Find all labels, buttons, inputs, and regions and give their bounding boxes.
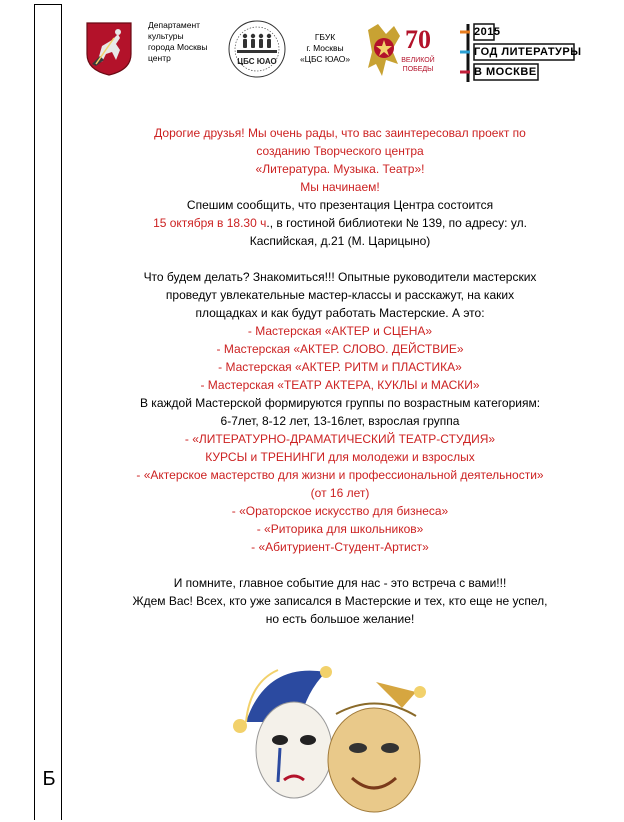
workshop-item: - Мастерская «АКТЕР. СЛОВО. ДЕЙСТВИЕ»	[216, 342, 464, 356]
svg-text:ПОБЕДЫ: ПОБЕДЫ	[402, 66, 434, 73]
courses-heading: КУРСЫ и ТРЕНИНГИ для молодежи и взрослых	[205, 450, 475, 464]
victory-70-logo	[364, 20, 440, 82]
groups-line: В каждой Мастерской формируются группы по возрастным категориям:	[139, 396, 541, 410]
lit-title-line2: В МОСКВЕ	[474, 66, 537, 78]
theatre-masks-illustration	[226, 652, 436, 822]
body-line: площадках и как будут работать Мастерские. А это:	[195, 306, 485, 320]
gbuk-name: ГБУК г. Москвы «ЦБС ЮАО»	[299, 32, 351, 64]
body-line: Что будем делать? Знакомиться!!! Опытные руководители мастерских	[143, 270, 537, 284]
course-item: - «Риторика для школьников»	[256, 522, 424, 536]
closing-line: Ждем Вас! Всех, кто уже записался в Мастерские и тех, кто еще не успел,	[132, 594, 548, 608]
project-title: «Литература. Музыка. Театр»!	[255, 162, 425, 176]
course-item: - «Актерское мастерство для жизни и профессиональной деятельности»	[136, 468, 544, 482]
cbs-library-logo	[222, 14, 292, 84]
closing-line: но есть большое желание!	[265, 612, 415, 626]
presentation-date-line: 15 октября в 18.30 ч., в гостиной библиотеки № 139, по адресу: ул.	[153, 216, 527, 230]
intro-line: Мы начинаем!	[300, 180, 380, 194]
address-line: Каспийская, д.21 (М. Царицыно)	[249, 234, 431, 248]
groups-line: 6-7лет, 8-12 лет, 13-16лет, взрослая группа	[220, 414, 460, 428]
closing-line: И помните, главное событие для нас - это встреча с вами!!!	[173, 576, 507, 590]
intro-line: Спешим сообщить, что презентация Центра состоится	[186, 198, 494, 212]
workshop-item: - Мастерская «АКТЕР. РИТМ и ПЛАСТИКА»	[218, 360, 462, 374]
anniversary-number: 70	[405, 25, 431, 54]
page-side-bar	[34, 4, 62, 820]
lit-year: 2015	[474, 26, 501, 38]
presentation-date: 15 октября в 18.30 ч	[153, 216, 267, 230]
workshop-item: - Мастерская «ТЕАТР АКТЕРА, КУКЛЫ и МАСКИ»	[200, 378, 480, 392]
course-item: - «Абитуриент-Студент-Артист»	[251, 540, 429, 554]
course-item: - «Ораторское искусство для бизнеса»	[231, 504, 449, 518]
intro-line: созданию Творческого центра	[256, 144, 424, 158]
svg-text:ВЕЛИКОЙ: ВЕЛИКОЙ	[401, 57, 435, 64]
workshop-item: - Мастерская «АКТЕР и СЦЕНА»	[247, 324, 433, 338]
announcement-text	[80, 124, 600, 628]
course-item: (от 16 лет)	[310, 486, 370, 500]
moscow-coat-of-arms-logo	[84, 20, 134, 76]
side-letter: Б	[42, 768, 56, 790]
intro-line: Дорогие друзья! Мы очень рады, что вас заинтересовал проект по	[154, 126, 526, 140]
cbs-logo-text: ЦБС ЮАО	[237, 57, 277, 66]
lit-title-line1: ГОД ЛИТЕРАТУРЫ	[474, 46, 582, 58]
body-line: проведут увлекательные мастер-классы и расскажут, на каких	[165, 288, 515, 302]
studio-item: - «ЛИТЕРАТУРНО-ДРАМАТИЧЕСКИЙ ТЕАТР-СТУДИЯ»	[184, 432, 496, 446]
department-name: Департамент культуры города Москвы центр	[148, 20, 208, 63]
